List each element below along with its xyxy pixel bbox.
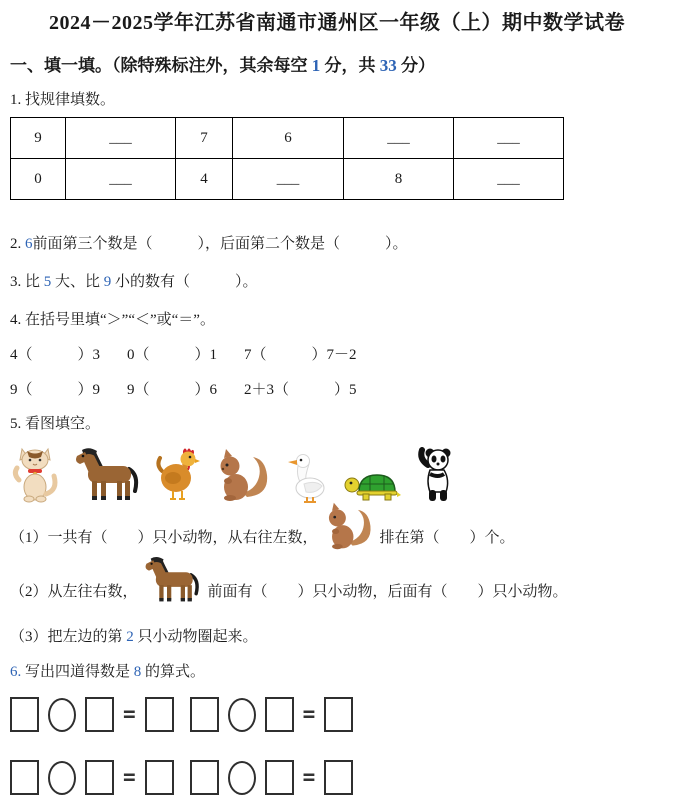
operator-circle bbox=[48, 761, 76, 795]
result-box bbox=[324, 760, 353, 795]
sub1-text: 排在第（ ）个。 bbox=[379, 529, 515, 546]
section-heading-text: 分） bbox=[396, 56, 435, 75]
number-box bbox=[265, 760, 294, 795]
table-cell: 7 bbox=[176, 118, 233, 159]
horse-icon bbox=[75, 447, 141, 503]
compare-expression: 0（ ）1 bbox=[127, 347, 218, 363]
operator-circle bbox=[228, 761, 256, 795]
table-cell-blank: ___ bbox=[66, 118, 176, 159]
panda-icon bbox=[416, 447, 456, 503]
cat-icon bbox=[12, 443, 60, 503]
equation-blank bbox=[190, 760, 354, 795]
q1-number-pattern-table bbox=[10, 117, 564, 200]
sub2-text: 前面有（ ）只小动物，后面有（ ）只小动物。 bbox=[207, 583, 568, 600]
table-cell-blank: ___ bbox=[344, 118, 454, 159]
equals-sign: = bbox=[302, 702, 316, 726]
points-per-blank: 1 bbox=[311, 56, 321, 75]
compare-expression: 4（ ）3 bbox=[10, 347, 101, 363]
number-box bbox=[85, 760, 114, 795]
question-5-sub-3 bbox=[10, 625, 664, 646]
result-box bbox=[145, 760, 174, 795]
equation-blank bbox=[190, 697, 354, 732]
question-5-sub-2 bbox=[10, 567, 664, 613]
question-3-text: 3. 比 bbox=[10, 274, 44, 290]
total-points: 33 bbox=[379, 56, 397, 75]
result-box bbox=[145, 697, 174, 732]
squirrel-icon bbox=[215, 447, 271, 503]
sub2-text: （2）从左往右数， bbox=[10, 583, 138, 600]
squirrel-inline-icon bbox=[324, 501, 374, 551]
section-heading-text: 一、填一填。（除特殊标注外，其余每空 bbox=[10, 56, 312, 75]
question-2 bbox=[10, 232, 664, 253]
horse-inline-icon bbox=[144, 556, 202, 604]
question-3-text: 大、比 bbox=[51, 274, 104, 290]
question-3 bbox=[10, 270, 664, 291]
question-4-label: 4. 在括号里填“＞”“＜”或“＝”。 bbox=[10, 312, 215, 328]
question-3-digit: 9 bbox=[103, 274, 112, 290]
table-row bbox=[11, 118, 564, 159]
number-box bbox=[10, 760, 39, 795]
table-cell: 8 bbox=[344, 159, 454, 200]
question-6-label bbox=[10, 660, 664, 681]
chicken-icon bbox=[156, 445, 200, 503]
question-5-label: 5. 看图填空。 bbox=[10, 416, 101, 432]
compare-expression: 9（ ）6 bbox=[127, 382, 218, 398]
goose-icon bbox=[286, 451, 328, 503]
table-cell-blank: ___ bbox=[454, 159, 564, 200]
sub3-digit: 2 bbox=[126, 629, 134, 645]
number-box bbox=[10, 697, 39, 732]
table-cell-blank: ___ bbox=[454, 118, 564, 159]
equation-blank bbox=[10, 697, 174, 732]
table-cell: 4 bbox=[176, 159, 233, 200]
question-2-number: 2. bbox=[10, 236, 25, 252]
page-title: 2024－2025学年江苏省南通市通州区一年级（上）期中数学试卷 bbox=[49, 12, 625, 34]
compare-expression: 7（ ）7－2 bbox=[244, 347, 357, 363]
question-5-sub-1 bbox=[10, 513, 664, 559]
animal-row bbox=[10, 439, 664, 503]
number-box bbox=[265, 697, 294, 732]
equation-row-1 bbox=[10, 697, 664, 732]
table-cell-blank: ___ bbox=[233, 159, 344, 200]
table-row bbox=[11, 159, 564, 200]
operator-circle bbox=[48, 698, 76, 732]
sub3-text: 只小动物圈起来。 bbox=[133, 629, 258, 645]
question-6-digit: 8 bbox=[133, 664, 142, 680]
question-2-digit: 6 bbox=[25, 236, 33, 252]
q4-compare-row-2 bbox=[10, 378, 664, 399]
question-6-number: 6. bbox=[10, 664, 25, 680]
number-box bbox=[190, 760, 219, 795]
question-3-digit: 5 bbox=[43, 274, 52, 290]
compare-expression: 9（ ）9 bbox=[10, 382, 101, 398]
turtle-icon bbox=[343, 467, 401, 503]
question-6-text: 写出四道得数是 bbox=[25, 664, 134, 680]
result-box bbox=[324, 697, 353, 732]
sub3-text: （3）把左边的第 bbox=[10, 629, 127, 645]
equals-sign: = bbox=[123, 702, 136, 726]
question-3-text: 小的数有（ ）。 bbox=[111, 274, 258, 290]
table-cell: 6 bbox=[233, 118, 344, 159]
question-2-text: 前面第三个数是（ ），后面第二个数是（ ）。 bbox=[32, 236, 408, 252]
compare-expression: 2＋3（ ）5 bbox=[244, 382, 357, 398]
equals-sign: = bbox=[302, 765, 316, 789]
question-6-text: 的算式。 bbox=[141, 664, 206, 680]
section-heading-text: 分，共 bbox=[320, 56, 380, 75]
q4-compare-row-1 bbox=[10, 343, 664, 364]
equals-sign: = bbox=[123, 765, 136, 789]
number-box bbox=[190, 697, 219, 732]
number-box bbox=[85, 697, 114, 732]
equation-row-2 bbox=[10, 760, 664, 795]
table-cell-blank: ___ bbox=[66, 159, 176, 200]
table-cell: 0 bbox=[11, 159, 66, 200]
question-1-label: 1. 找规律填数。 bbox=[10, 92, 116, 108]
operator-circle bbox=[228, 698, 256, 732]
sub1-text: （1）一共有（ ）只小动物，从右往左数， bbox=[10, 529, 318, 546]
equation-blank bbox=[10, 760, 174, 795]
section-heading bbox=[10, 51, 664, 76]
table-cell: 9 bbox=[11, 118, 66, 159]
